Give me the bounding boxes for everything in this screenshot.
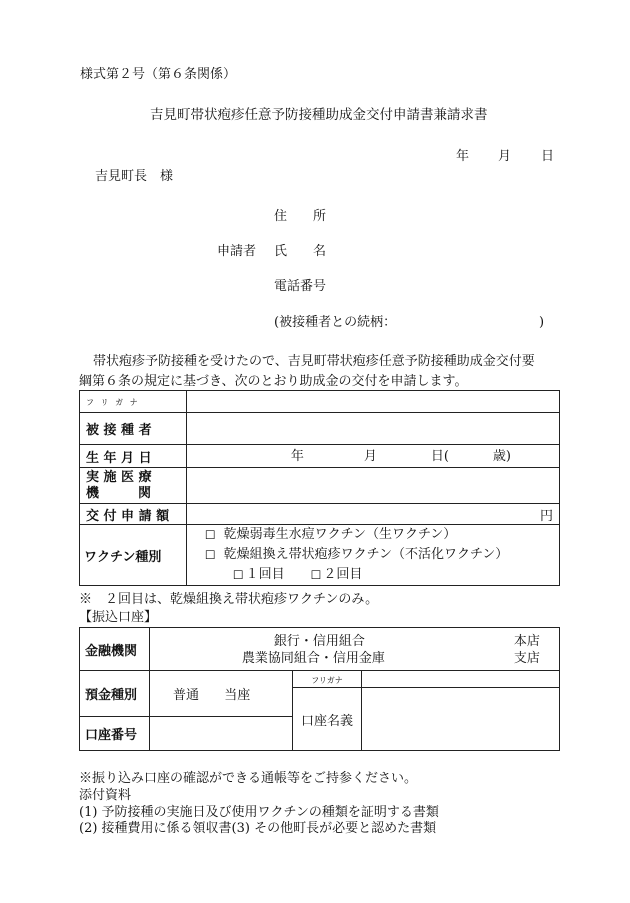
dob-month: 月 [363,449,377,464]
form-number: 様式第２号（第６条関係） [80,67,237,82]
vaccine-option-recombinant[interactable]: ☐ 乾燥組換え帯状疱疹ワクチン（不活化ワクチン） [205,545,559,565]
amount-field[interactable] [186,504,559,525]
institution-label: 金融機関 [80,628,150,671]
amount-label: 交 付 申 請 額 [80,504,187,525]
dose-option-1[interactable]: ☐ １回目 [233,565,285,585]
passbook-note: ※振り込み口座の確認ができる通帳等をご持参ください。 [79,771,418,786]
vaccine-option-live[interactable]: ☐ 乾燥弱毒生水痘ワクチン（生ワクチン） [205,525,559,545]
attachment-item-1: (1) 予防接種の実施日及び使用ワクチンの種類を証明する書類 [79,805,439,820]
account-name-furigana-field[interactable] [362,671,560,688]
checkbox-icon[interactable]: ☐ [204,548,216,562]
dob-year: 年 [290,449,304,464]
bank-heading: 【振込口座】 [79,610,158,625]
furigana-field[interactable] [186,391,559,413]
yen-unit: 円 [539,508,553,524]
date-day-label: 日 [541,149,555,164]
applicant-phone-label: 電話番号 [274,279,327,294]
applicant-label: 申請者 [217,244,257,259]
facility-label: 実 施 医 療 機 関 [80,468,187,504]
body-text-line-1: 帯状疱疹予防接種を受けたので、吉見町帯状疱疹任意予防接種助成金交付要 [93,354,535,369]
deposit-current[interactable]: 当座 [222,671,292,717]
account-name-furigana-label: フリガナ [292,671,362,688]
furigana-label: フ リ ガ ナ [80,391,187,413]
application-table [79,390,560,586]
deposit-ordinary[interactable]: 普通 [149,671,222,717]
body-text-line-2: 綱第６条の規定に基づき、次のとおり助成金の交付を申請します。 [79,374,468,389]
bank-table [79,627,560,751]
dob-label: 生 年 月 日 [80,445,187,468]
facility-field[interactable] [186,468,559,504]
date-month-label: 月 [498,149,512,164]
vaccine-type-label: ワクチン種別 [80,525,187,586]
recipient-label: 被 接 種 者 [80,413,187,445]
date-year-label: 年 [456,149,470,164]
deposit-type-label: 預金種別 [80,671,150,717]
dob-age: 歳) [492,449,511,464]
branch-main: 本店 [513,634,540,649]
applicant-address-label: 住 所 [274,209,327,224]
vaccine-type-field [186,525,559,586]
checkbox-icon[interactable]: ☐ [232,568,244,582]
document-title: 吉見町帯状疱疹任意予防接種助成金交付申請書兼請求書 [150,107,488,123]
dose-option-2[interactable]: ☐ ２回目 [311,565,363,585]
dob-day: 日( [430,449,449,464]
attachment-item-2: (2) 接種費用に係る領収書(3) その他町長が必要と認めた書類 [79,821,437,836]
account-number-label: 口座番号 [80,717,150,751]
relation-label: (被接種者との続柄： [274,315,397,330]
bank-type-line-2: 農業協同組合・信用金庫 [241,651,385,666]
account-name-field[interactable] [362,688,560,751]
checkbox-icon[interactable]: ☐ [310,568,322,582]
addressee: 吉見町長 様 [95,169,174,184]
recipient-field[interactable] [186,413,559,445]
branch-sub: 支店 [513,651,540,666]
attachments-heading: 添付資料 [79,788,132,803]
dob-field[interactable] [186,445,559,468]
dose-note: ※ ２回目は、乾燥組換え帯状疱疹ワクチンのみ。 [79,592,379,607]
account-name-label: 口座名義 [292,688,362,751]
applicant-name-label: 氏 名 [274,244,327,259]
bank-type-line-1: 銀行・信用組合 [273,634,365,649]
relation-close: ) [539,315,545,330]
institution-field[interactable] [149,628,559,671]
checkbox-icon[interactable]: ☐ [204,528,216,542]
account-number-field[interactable] [149,717,292,751]
